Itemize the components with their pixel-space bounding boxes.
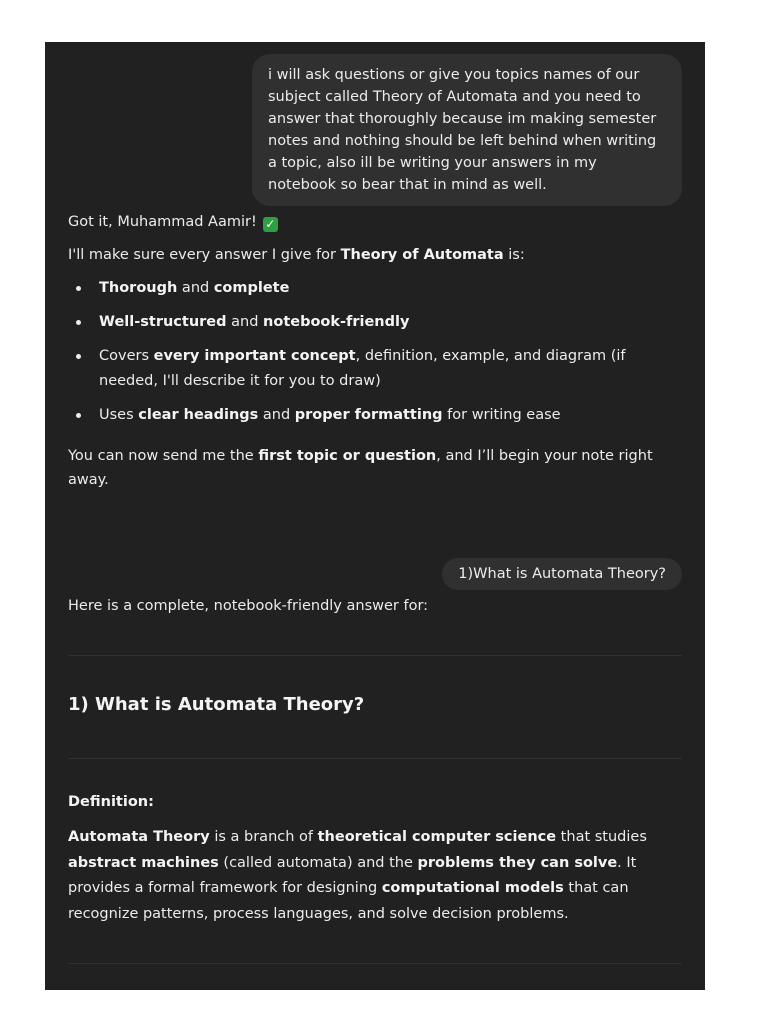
- definition-bold: abstract machines: [68, 854, 219, 871]
- list-item: [68, 403, 682, 428]
- definition-span: is a branch of: [209, 829, 318, 845]
- definition-span: (called automata) and the: [218, 854, 418, 871]
- bullet-text: Covers: [99, 348, 154, 364]
- definition-bold: Automata Theory: [68, 829, 210, 845]
- bullet-bold-text: complete: [213, 280, 290, 296]
- chat-panel: [45, 42, 705, 990]
- user-message-row: [442, 558, 682, 590]
- bullet-bold-text: every important concept: [153, 348, 356, 364]
- bullet-text: for writing ease: [442, 407, 561, 423]
- closing-bold: first topic or question: [258, 448, 437, 464]
- assistant-message: [68, 210, 682, 492]
- greeting-text: Got it, Muhammad Aamir!: [68, 214, 257, 230]
- list-item: [68, 276, 682, 301]
- check-mark-emoji-icon: ✓: [263, 217, 278, 232]
- user-message-bubble: i will ask questions or give you topics names of our subject called Theory of Automata and you need to answer that thoroughly because im making semester notes and nothing should be left behind when writing a topic, also ill be writing your answers in my notebook so bear that in mind as well.: [252, 54, 682, 206]
- definition-bold: theoretical computer science: [317, 829, 557, 845]
- bullet-text: and: [226, 314, 264, 330]
- user-message-row: [252, 54, 682, 206]
- bullet-text: and: [258, 407, 295, 423]
- divider: [68, 758, 682, 759]
- bullet-bold-text: notebook-friendly: [263, 314, 410, 330]
- list-item: [68, 344, 682, 394]
- bullet-bold-text: Well-structured: [99, 314, 227, 330]
- bullet-text: , definition, example, and diagram (if needed, I'll describe it for you to draw): [99, 348, 626, 389]
- definition-span: that studies: [556, 829, 647, 845]
- definition-bold: computational models: [381, 880, 564, 896]
- list-item: [68, 310, 682, 335]
- intro-bold: Theory of Automata: [340, 247, 504, 263]
- divider: [68, 963, 682, 964]
- intro-text: I'll make sure every answer I give for: [68, 247, 341, 263]
- closing-suffix: , and I’ll begin your note right away.: [68, 448, 653, 488]
- assistant-message: [68, 594, 682, 618]
- section-heading: 1) What is Automata Theory?: [68, 694, 365, 715]
- definition-span: that can recognize patterns, process languages, and solve decision problems.: [68, 880, 629, 922]
- assistant-greeting: [68, 210, 682, 234]
- assistant-intro: [68, 243, 682, 267]
- bullet-bold-text: clear headings: [138, 407, 259, 423]
- bullet-list: [68, 276, 682, 428]
- assistant-closing: [68, 444, 682, 492]
- bullet-bold-text: Thorough: [99, 280, 178, 296]
- definition-bold: problems they can solve: [417, 854, 618, 871]
- user-message-bubble: 1)What is Automata Theory?: [442, 558, 682, 590]
- bullet-bold-text: proper formatting: [294, 407, 443, 423]
- closing-text: You can now send me the: [68, 448, 259, 464]
- divider: [68, 655, 682, 656]
- answer-intro: Here is a complete, notebook-friendly answer for:: [68, 598, 429, 614]
- definition-text: [68, 825, 668, 927]
- definition-label: Definition:: [68, 794, 154, 810]
- bullet-text: and: [177, 280, 214, 296]
- intro-suffix: is:: [503, 247, 525, 263]
- definition-span: . It provides a formal framework for designing: [68, 854, 637, 896]
- bullet-text: Uses: [99, 407, 139, 423]
